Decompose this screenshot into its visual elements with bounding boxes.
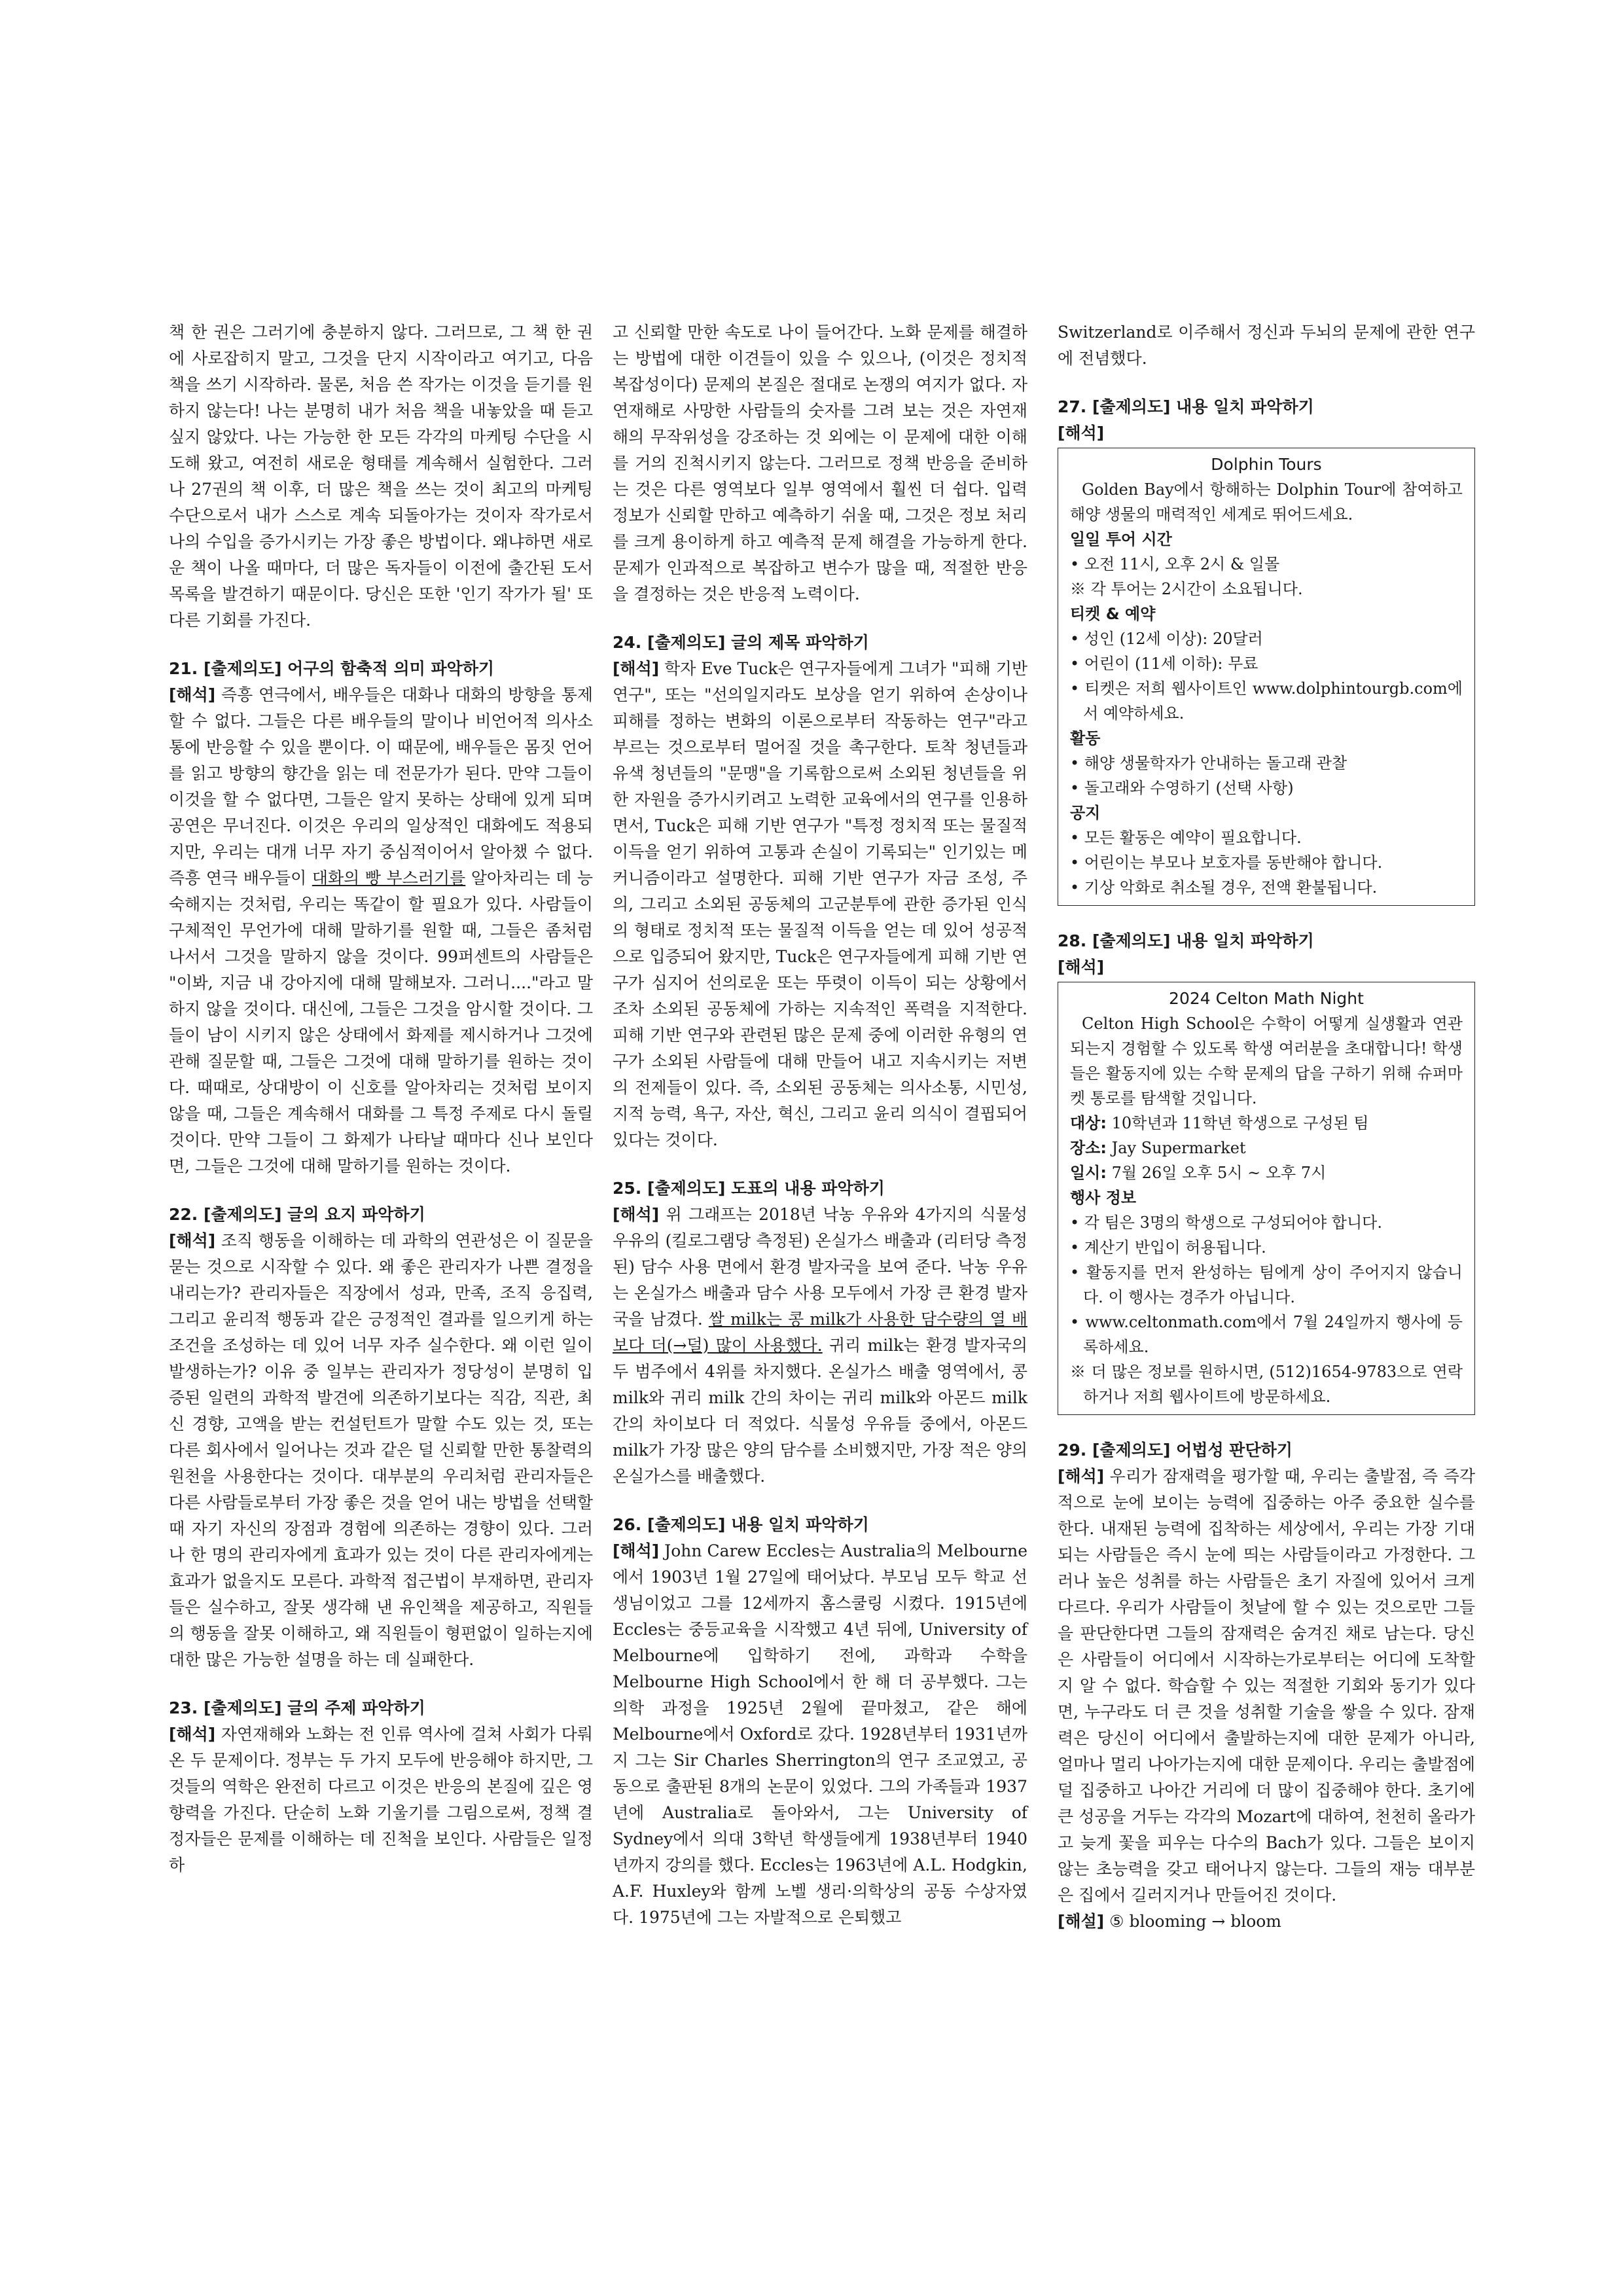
list-item: • 성인 (12세 이상): 20달러 xyxy=(1070,630,1263,648)
list-item: • 해양 생물학자가 안내하는 돌고래 관찰 xyxy=(1070,754,1347,772)
list-item: • www.celtonmath.com에서 7월 24일까지 행사에 등록하세요. xyxy=(1070,1313,1463,1356)
column-left xyxy=(169,319,593,1878)
q23-heading: 23. [출제의도] 글의 주제 파악하기 xyxy=(169,1698,425,1717)
target-line xyxy=(1070,1111,1463,1136)
q29-answer xyxy=(1058,1909,1475,1935)
q29-tag: [해석] xyxy=(1058,1467,1105,1486)
contact-note: ※ 더 많은 정보를 원하시면, (512)1654-9783으로 연락하거나 저희 웹사이트에 방문하세요. xyxy=(1070,1363,1463,1406)
list-item: • 각 팀은 3명의 학생으로 구성되어야 합니다. xyxy=(1070,1213,1382,1232)
list-item: • 계산기 반입이 허용됩니다. xyxy=(1070,1238,1266,1257)
section-tour-times: 일일 투어 시간 xyxy=(1070,530,1172,548)
q25-text-a: 위 그래프는 2018년 낙농 우유와 4가지의 식물성 우유의 (킬로그램당 측정된) 온실가스 배출과 (리터당 측정된) 담수 사용 면에서 환경 발자국을 보여 준다. 낙농 우유는 온실가스 배출과 담수 사용 모두에서 가장 큰 환경 발자국을 남겼다. xyxy=(613,1205,1028,1329)
q25-text-b: 귀리 milk는 환경 발자국의 두 범주에서 4위를 차지했다. 온실가스 배출 영역에서, 콩 milk와 귀리 milk 간의 차이는 귀리 milk와 아몬드 milk 간의 차이보다 더 적었다. 식물성 우유들 중에서, 아몬드 milk가 가장 많은 양의 담수를 소비했지만, 가장 적은 양의 온실가스를 배출했다. xyxy=(613,1336,1027,1486)
passage-20-tail: 책 한 권은 그러기에 충분하지 않다. 그러므로, 그 책 한 권에 사로잡히지 말고, 그것을 단지 시작이라고 여기고, 다음 책을 쓰기 시작하라. 물론, 처음 쓴 작가는 이것을 듣기를 원하지 않는다! 나는 분명히 내가 처음 책을 내놓았을 때 듣고 싶지 않았다. 나는 가능한 한 모든 각각의 마케팅 수단을 시도해 왔고, 여전히 새로운 형태를 계속해서 실험한다. 그러나 27권의 책 이후, 더 많은 책을 쓰는 것이 최고의 마케팅 수단으로서 내가 스스로 계속 되돌아가는 것이자 작가로서 나의 수입을 증가시키는 가장 좋은 방법이다. 왜냐하면 새로운 책이 나올 때마다, 더 많은 독자들이 이전에 출간된 도서 목록을 발견하기 때문이다. 당신은 또한 '인기 작가가 될' 또 다른 기회를 가진다. xyxy=(169,323,593,630)
notice-intro: Golden Bay에서 항해하는 Dolphin Tour에 참여하고 해양 생물의 매력적인 세계로 뛰어드세요. xyxy=(1070,480,1463,524)
list-item: • 활동지를 먼저 완성하는 팀에게 상이 주어지지 않습니다. 이 행사는 경주가 아닙니다. xyxy=(1070,1263,1463,1306)
list-item: • 어린이 (11세 이하): 무료 xyxy=(1070,655,1258,673)
q21-body xyxy=(169,682,593,1179)
q22-text: 조직 행동을 이해하는 데 과학의 연관성은 이 질문을 묻는 것으로 시작할 수 있다. 왜 좋은 관리자가 나쁜 결정을 내리는가? 관리자들은 직장에서 성과, 만족, 조직 응집력, 그리고 윤리적 행동과 같은 긍정적인 결과를 일으키게 하는 조건을 조성하는 데 있어 너무 자주 실수한다. 왜 이런 일이 발생하는가? 이유 중 일부는 관리자가 정당성이 분명히 입증된 일련의 과학적 발견에 의존하기보다는 직감, 직관, 최신 경향, 고액을 받는 컨설턴트가 말할 수도 있는 것, 또는 다른 회사에서 일어나는 것과 같은 덜 신뢰할 만한 통찰력의 원천을 사용한다는 것이다. 대부분의 우리처럼 관리자들은 다른 사람들로부터 가장 좋은 것을 얻어 내는 방법을 선택할 때 자기 자신의 장점과 경험에 의존하는 경향이 있다. 그러나 한 명의 관리자에게 효과가 있는 것이 다른 관리자에게는 효과가 없을지도 모른다. 과학적 접근법이 부재하면, 관리자들은 실수하고, 잘못 생각해 낸 유인책을 제공하고, 직원들의 행동을 잘못 이해하고, 왜 직원들이 형편없이 일하는지에 대한 많은 가능한 설명을 하는 데 실패한다. xyxy=(169,1231,593,1669)
tickets-list xyxy=(1070,626,1463,726)
q26-continued: Switzerland로 이주해서 정신과 두뇌의 문제에 관한 연구에 전념했다. xyxy=(1058,323,1475,368)
column-right xyxy=(1058,319,1475,1935)
column-middle xyxy=(613,319,1027,1931)
section-notice: 공지 xyxy=(1070,804,1101,822)
dolphin-tours-notice xyxy=(1058,448,1475,906)
tour-duration-note: ※ 각 투어는 2시간이 소요됩니다. xyxy=(1070,580,1303,598)
q27-heading: 27. [출제의도] 내용 일치 파악하기 xyxy=(1058,397,1314,416)
q25-tag: [해석] xyxy=(613,1205,660,1224)
q26-heading: 26. [출제의도] 내용 일치 파악하기 xyxy=(613,1515,869,1534)
q22-tag: [해석] xyxy=(169,1231,216,1250)
target-label: 대상: xyxy=(1070,1114,1107,1132)
q21-text-b: 알아차리는 데 능숙해지는 것처럼, 우리는 똑같이 할 필요가 있다. 사람들이 구체적인 무언가에 대해 말하기를 원할 때, 그들은 좀처럼 나서서 그것을 말하지 않을 것이다. 99퍼센트의 사람들은 "이봐, 지금 내 강아지에 대해 말해보자. 그러니...."라고 말하지 않을 것이다. 대신에, 그들은 그것을 암시할 것이다. 그들이 남이 시키지 않은 상태에서 화제를 제시하거나 그것에 관해 질문할 때, 그들은 그것에 대해 말하기를 원하는 것이다. 때때로, 상대방이 이 신호를 알아차리는 것처럼 보이지 않을 때, 그들은 계속해서 대화를 그 특정 주제로 다시 돌릴 것이다. 만약 그들이 그 화제가 나타날 때마다 신나 보인다면, 그들은 그것에 대해 말하기를 원하는 것이다. xyxy=(169,869,593,1175)
date-value: 7월 26일 오후 5시 ~ 오후 7시 xyxy=(1106,1164,1327,1182)
place-label: 장소: xyxy=(1070,1139,1107,1157)
q24-tag: [해석] xyxy=(613,659,660,678)
q28-heading: 28. [출제의도] 내용 일치 파악하기 xyxy=(1058,931,1314,950)
place-line xyxy=(1070,1136,1463,1160)
q22-heading: 22. [출제의도] 글의 요지 파악하기 xyxy=(169,1205,425,1224)
notice-title: Dolphin Tours xyxy=(1211,455,1322,474)
q28-tag: [해석] xyxy=(1058,958,1105,977)
q25-heading: 25. [출제의도] 도표의 내용 파악하기 xyxy=(613,1179,885,1198)
q21-tag: [해석] xyxy=(169,685,216,704)
math-night-notice xyxy=(1058,982,1475,1415)
date-line xyxy=(1070,1160,1463,1185)
q25-underline: 쌀 milk는 콩 milk가 사용한 담수량의 열 배보다 더(→덜) 많이 사용했다. xyxy=(613,1310,1027,1355)
target-value: 10학년과 11학년 학생으로 구성된 팀 xyxy=(1106,1114,1369,1132)
place-value: Jay Supermarket xyxy=(1106,1139,1246,1157)
q26-text: John Carew Eccles는 Australia의 Melbourne에서 1903년 1월 27일에 태어났다. 부모님 모두 학교 선생님이었고 그를 12세까지 홈스쿨링 시켰다. 1915년에 Eccles는 중등교육을 시작했고 4년 뒤에, University of Melbourne에 입학하기 전에, 과학과 수학을 Melbourne High School에서 한 해 더 공부했다. 그는 의학 과정을 1925년 2월에 끝마쳤고, 같은 해에 Melbourne에서 Oxford로 갔다. 1928년부터 1931년까지 그는 Sir Charles Sherrington의 연구 조교였고, 공동으로 출판된 8개의 논문이 있었다. 그의 가족들과 1937년에 Australia로 돌아와서, 그는 University of Sydney에서 의대 3학년 학생들에게 1938년부터 1940년까지 강의를 했다. Eccles는 1963년에 A.L. Hodgkin, A.F. Huxley와 함께 노벨 생리·의학상의 공동 수상자였다. 1975년에 그는 자발적으로 은퇴했고 xyxy=(613,1541,1027,1927)
list-item: • 티켓은 저희 웹사이트인 www.dolphintourgb.com에서 예약하세요. xyxy=(1070,679,1463,723)
q24-text: 학자 Eve Tuck은 연구자들에게 그녀가 "피해 기반 연구", 또는 "선의일지라도 보상을 얻기 위하여 손상이나 피해를 정하는 변화의 이론으로부터 작동하는 연구"라고 부르는 것으로부터 멀어질 것을 촉구한다. 토착 청년들과 유색 청년들의 "문맹"을 기록함으로써 소외된 청년들을 위한 자원을 증가시키려고 노력한 교육에서의 연구를 인용하면서, Tuck은 피해 기반 연구가 "특정 정치적 또는 물질적 이득을 얻기 위하여 고통과 손실이 기록되는" 인기있는 메커니즘이라고 설명한다. 피해 기반 연구가 자금 조성, 주의, 그리고 소외된 공동체의 고군분투에 관한 증가된 인식의 형태로 정치적 또는 물질적 이득을 얻는 데 있어 성공적으로 입증되어 왔지만, Tuck은 연구자들에게 피해 기반 연구가 심지어 선의로운 또는 뚜렷이 이득이 되는 상황에서 조차 소외된 공동체에 가하는 지속적인 폭력을 지적한다. 피해 기반 연구와 관련된 많은 문제 중에 이러한 유형의 연구가 소외된 사람들에 대해 만들어 내고 지속시키는 저변의 전제들이 있다. 즉, 소외된 공동체는 의사소통, 시민성, 지적 능력, 욕구, 자산, 혁신, 그리고 윤리 의식이 결핍되어 있다는 것이다. xyxy=(613,659,1027,1149)
q26-tag: [해석] xyxy=(613,1541,660,1560)
event-info-list xyxy=(1070,1210,1463,1359)
q29-answer-text: ⑤ blooming → bloom xyxy=(1104,1912,1282,1931)
q27-tag: [해석] xyxy=(1058,423,1105,442)
q23-text: 자연재해와 노화는 전 인류 역사에 걸쳐 사회가 다뤄온 두 문제이다. 정부는 두 가지 모두에 반응해야 하지만, 그것들의 역학은 완전히 다르고 이것은 반응의 본질에 깊은 영향력을 가진다. 단순히 노화 기울기를 그림으로써, 정책 결정자들은 문제를 이해하는 데 진척을 보인다. 사람들은 일정하 xyxy=(169,1725,593,1874)
q21-heading: 21. [출제의도] 어구의 함축적 의미 파악하기 xyxy=(169,659,495,678)
section-event-info: 행사 정보 xyxy=(1070,1189,1137,1207)
q21-underline: 대화의 빵 부스러기를 xyxy=(312,869,466,888)
list-item: • 돌고래와 수영하기 (선택 사항) xyxy=(1070,779,1294,797)
q24-body xyxy=(613,656,1027,1153)
date-label: 일시: xyxy=(1070,1164,1107,1182)
q25-body xyxy=(613,1202,1027,1490)
notice-title: 2024 Celton Math Night xyxy=(1169,989,1364,1008)
q23-body xyxy=(169,1721,593,1878)
q21-text-a: 즉흥 연극에서, 배우들은 대화나 대화의 방향을 통제할 수 없다. 그들은 다른 배우들의 말이나 비언어적 의사소통에 반응할 수 있을 뿐이다. 이 때문에, 배우들은 몸짓 언어를 읽고 방향의 향간을 읽는 데 전문가가 된다. 만약 그들이 이것을 할 수 없다면, 그들은 알지 못하는 상태에 있게 되며 공연은 무너진다. 이것은 우리의 일상적인 대화에도 적용되지만, 우리는 대개 너무 자기 중심적이어서 알아챘 수 없다. 즉흥 연극 배우들이 xyxy=(169,685,594,888)
q29-heading: 29. [출제의도] 어법성 판단하기 xyxy=(1058,1441,1293,1460)
q23-tag: [해석] xyxy=(169,1725,216,1744)
q29-text: 우리가 잠재력을 평가할 때, 우리는 출발점, 즉 즉각적으로 눈에 보이는 능력에 집중하는 아주 중요한 실수를 한다. 내재된 능력에 집착하는 세상에서, 우리는 가장 기대되는 사람들은 즉시 눈에 띄는 사람들이라고 가정한다. 그러나 높은 성취를 하는 사람들은 초기 자질에 있어서 크게 다르다. 우리가 사람들이 첫날에 할 수 있는 것으로만 그들을 판단한다면 그들의 잠재력은 숨겨진 채로 남는다. 당신은 사람들이 어디에서 시작하는가로부터는 어디에 도착할지 알 수 없다. 학습할 수 있는 적절한 기회와 동기가 있다면, 누구라도 더 큰 것을 성취할 기술을 쌓을 수 있다. 잠재력은 당신이 어디에서 출발하는지에 대한 문제가 아니라, 얼마나 멀리 나아가는지에 대한 문제이다. 우리는 출발점에 덜 집중하고 나아간 거리에 더 많이 집중해야 한다. 초기에 큰 성공을 거두는 각각의 Mozart에 대하여, 천천히 올라가고 늦게 꽃을 피우는 다수의 Bach가 있다. 그들은 보이지 않는 초능력을 갖고 태어나지 않는다. 그들의 재능 대부분은 집에서 길러지거나 만들어진 것이다. xyxy=(1058,1467,1475,1905)
list-item: • 어린이는 부모나 보호자를 동반해야 합니다. xyxy=(1070,853,1383,872)
notice-intro: Celton High School은 수학이 어떻게 실생활과 연관되는지 경험할 수 있도록 학생 여러분을 초대합니다! 학생들은 활동지에 있는 수학 문제의 답을 구하기 위해 슈퍼마켓 통로를 탐색할 것입니다. xyxy=(1070,1014,1463,1107)
q29-body xyxy=(1058,1463,1475,1909)
q26-body xyxy=(613,1538,1027,1931)
q22-body xyxy=(169,1228,593,1673)
activities-list xyxy=(1070,751,1463,800)
section-activities: 활동 xyxy=(1070,729,1101,747)
q23-continued: 고 신뢰할 만한 속도로 나이 들어간다. 노화 문제를 해결하는 방법에 대한 이견들이 있을 수 있으나, (이것은 정치적 복잡성이다) 문제의 본질은 절대로 논쟁의 여지가 없다. 자연재해로 사망한 사람들의 숫자를 그려 보는 것은 자연재해의 무작위성을 강조하는 것 외에는 이 문제에 대한 이해를 거의 진척시키지 않는다. 그러므로 정책 반응을 준비하는 것은 다른 영역보다 일부 영역에서 훨씬 더 쉽다. 입력 정보가 신뢰할 만하고 예측하기 쉬울 때, 그것은 정보 처리를 크게 용이하게 하고 예측적 문제 해결을 가능하게 한다. 문제가 인과적으로 복잡하고 변수가 많을 때, 적절한 반응을 결정하는 것은 반응적 노력이다. xyxy=(613,323,1027,603)
q24-heading: 24. [출제의도] 글의 제목 파악하기 xyxy=(613,633,869,652)
section-tickets: 티켓 & 예약 xyxy=(1070,605,1156,623)
list-item: • 기상 악화로 취소될 경우, 전액 환불됩니다. xyxy=(1070,878,1378,897)
list-item: • 모든 활동은 예약이 필요합니다. xyxy=(1070,829,1302,847)
tour-times-list xyxy=(1070,552,1463,577)
list-item: • 오전 11시, 오후 2시 & 일몰 xyxy=(1070,555,1280,573)
notice-list xyxy=(1070,825,1463,900)
q29-answer-tag: [해설] xyxy=(1058,1912,1105,1931)
